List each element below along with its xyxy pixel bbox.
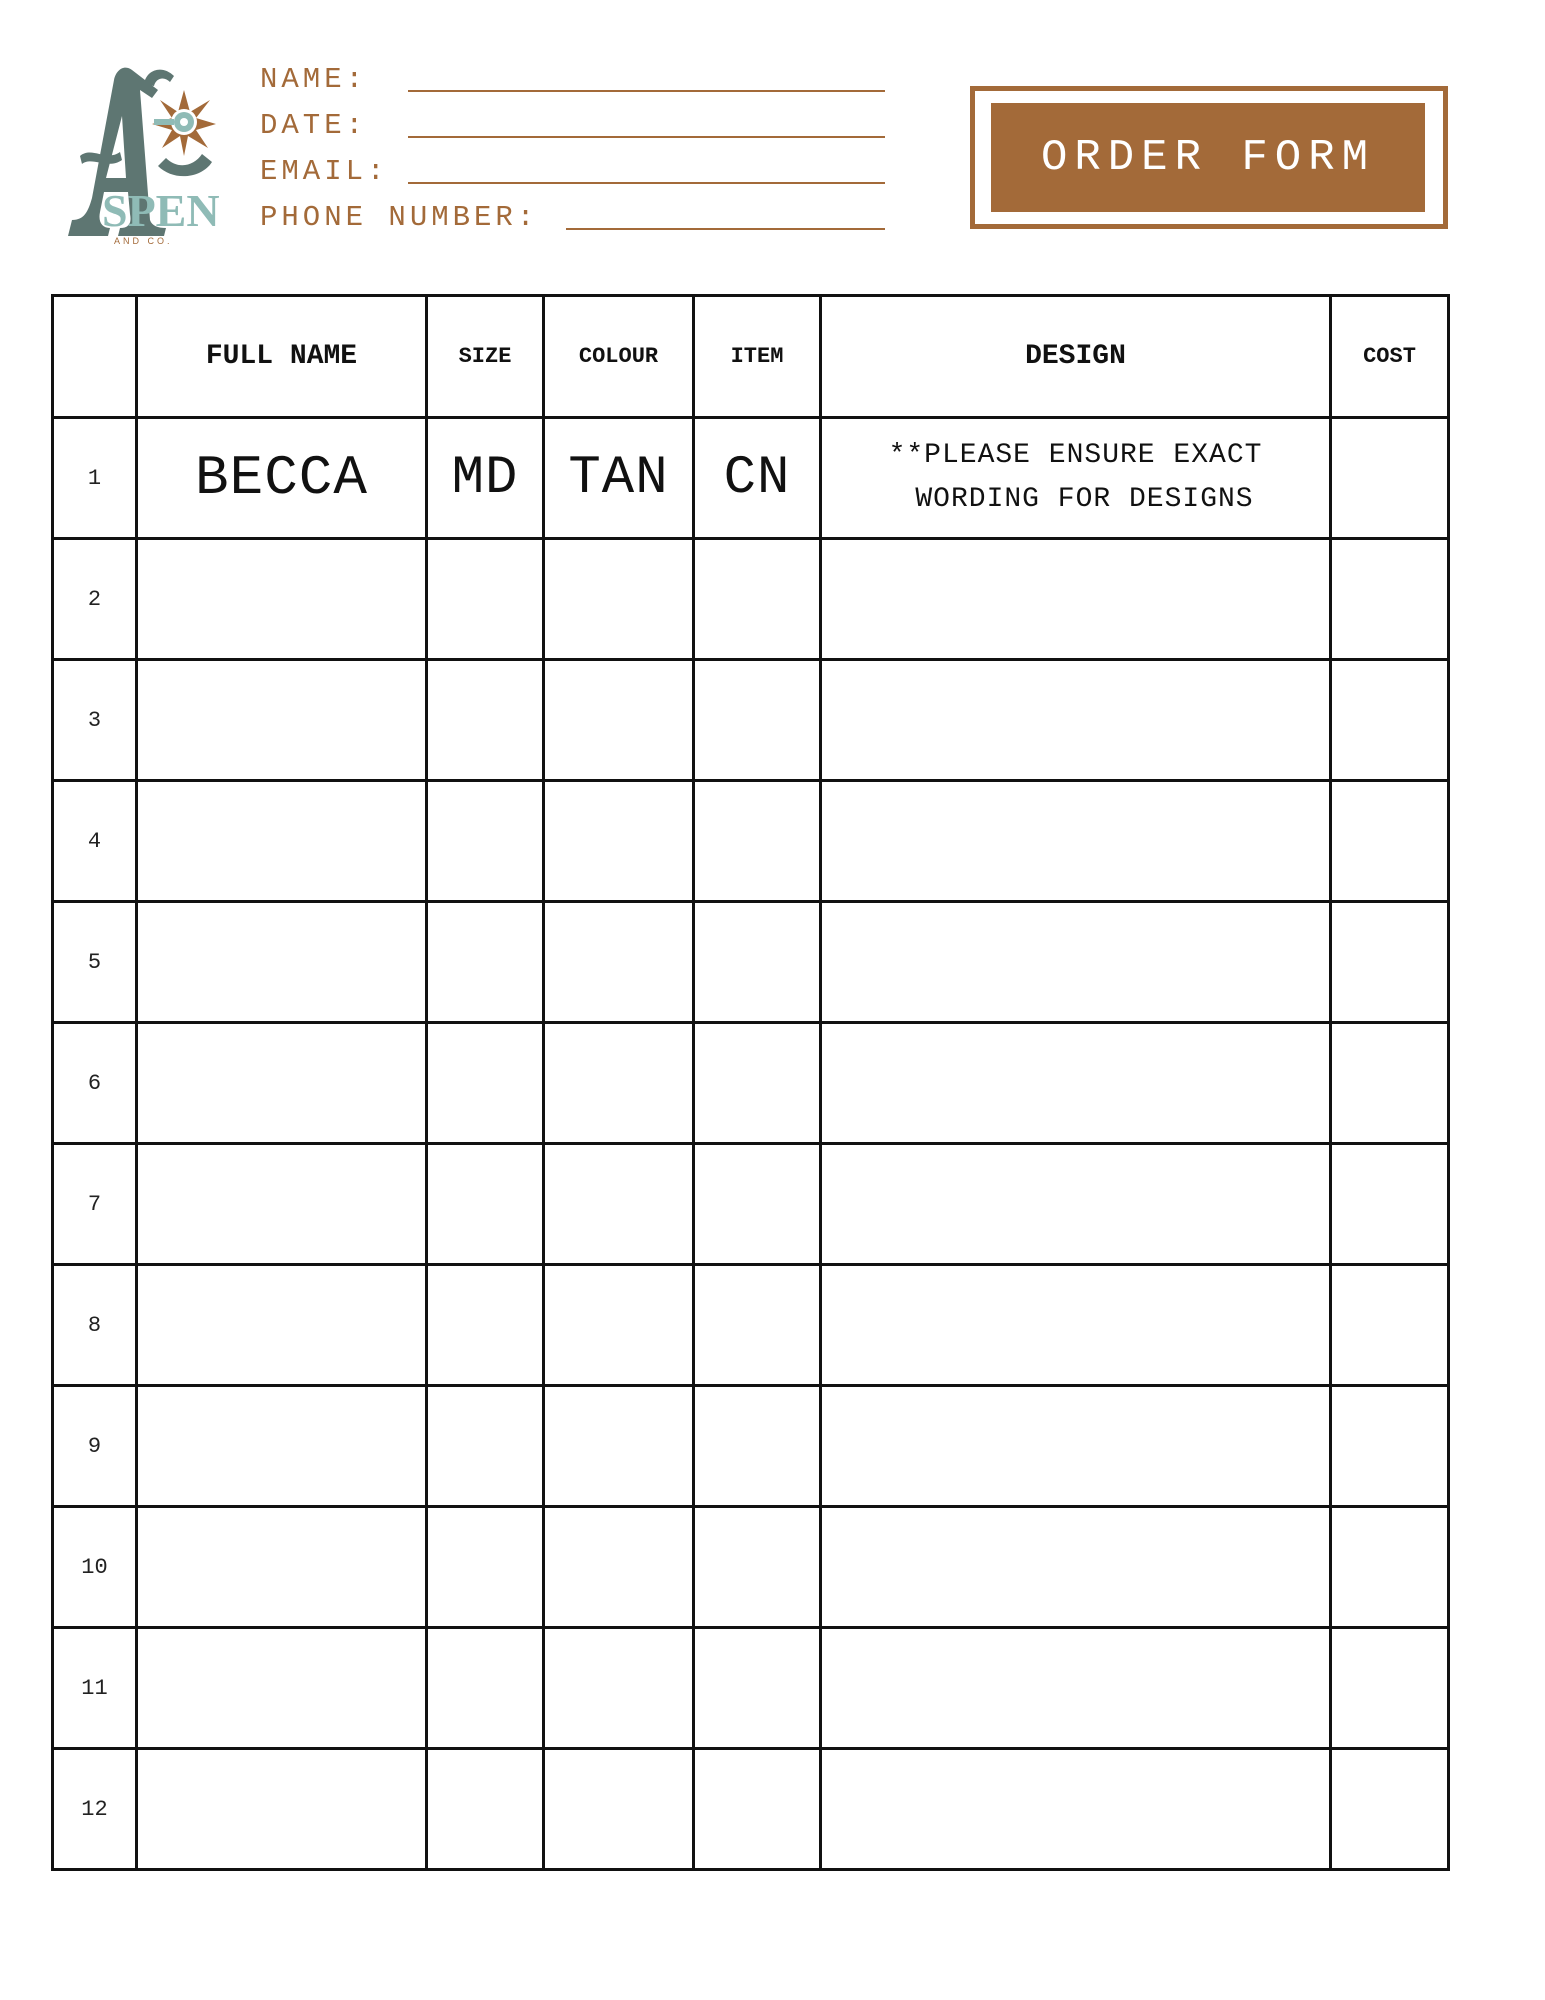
row-number: 1 xyxy=(53,418,137,539)
table-header-row xyxy=(53,296,1449,418)
cost-cell[interactable] xyxy=(1331,781,1449,902)
size-cell[interactable] xyxy=(427,1144,544,1265)
table-row xyxy=(53,1507,1449,1628)
full-name-cell[interactable] xyxy=(137,660,427,781)
cost-cell[interactable] xyxy=(1331,1265,1449,1386)
design-cell[interactable] xyxy=(821,539,1331,660)
svg-text:AND CO.: AND CO. xyxy=(114,236,173,246)
design-cell[interactable] xyxy=(821,902,1331,1023)
size-cell[interactable] xyxy=(427,781,544,902)
table-row xyxy=(53,1265,1449,1386)
order-form-badge xyxy=(970,86,1448,229)
order-form-badge-fill xyxy=(991,103,1425,212)
design-cell[interactable] xyxy=(821,781,1331,902)
item-cell[interactable] xyxy=(694,902,821,1023)
row-number: 8 xyxy=(53,1265,137,1386)
full-name-cell[interactable] xyxy=(137,1386,427,1507)
full-name-cell[interactable] xyxy=(137,539,427,660)
row-number: 9 xyxy=(53,1386,137,1507)
colour-cell[interactable] xyxy=(544,902,694,1023)
email-field[interactable] xyxy=(260,148,900,194)
table-row xyxy=(53,418,1449,539)
design-note-line-1: **PLEASE ENSURE EXACT xyxy=(888,440,1263,471)
row-number: 2 xyxy=(53,539,137,660)
full-name-cell[interactable] xyxy=(137,1749,427,1870)
brand-logo xyxy=(62,50,222,250)
colour-cell[interactable] xyxy=(544,1265,694,1386)
table-row xyxy=(53,660,1449,781)
size-cell[interactable] xyxy=(427,1749,544,1870)
phone-field[interactable] xyxy=(260,194,900,240)
table-row xyxy=(53,1023,1449,1144)
colour-cell[interactable] xyxy=(544,1749,694,1870)
date-field[interactable] xyxy=(260,102,900,148)
cost-cell[interactable] xyxy=(1331,1023,1449,1144)
header-index xyxy=(53,296,137,418)
table-row xyxy=(53,539,1449,660)
full-name-cell[interactable] xyxy=(137,1628,427,1749)
item-cell[interactable] xyxy=(694,1144,821,1265)
colour-cell[interactable] xyxy=(544,1023,694,1144)
cost-cell[interactable] xyxy=(1331,902,1449,1023)
table-row xyxy=(53,902,1449,1023)
full-name-cell[interactable] xyxy=(137,1144,427,1265)
page-title: ORDER FORM xyxy=(1040,132,1376,183)
colour-cell[interactable] xyxy=(544,1144,694,1265)
colour-cell[interactable] xyxy=(544,1386,694,1507)
full-name-cell[interactable] xyxy=(137,902,427,1023)
table-row xyxy=(53,1628,1449,1749)
design-cell[interactable] xyxy=(821,1386,1331,1507)
row-number: 3 xyxy=(53,660,137,781)
cost-cell[interactable] xyxy=(1331,1749,1449,1870)
size-cell[interactable]: MD xyxy=(427,418,544,539)
email-label: EMAIL: xyxy=(260,154,389,188)
full-name-cell[interactable] xyxy=(137,781,427,902)
header-cost: COST xyxy=(1331,296,1449,418)
phone-label: PHONE NUMBER: xyxy=(260,200,539,234)
size-cell[interactable] xyxy=(427,1265,544,1386)
full-name-cell[interactable] xyxy=(137,1023,427,1144)
colour-cell[interactable] xyxy=(544,539,694,660)
size-cell[interactable] xyxy=(427,1023,544,1144)
item-cell[interactable] xyxy=(694,1507,821,1628)
colour-cell[interactable] xyxy=(544,781,694,902)
row-number: 10 xyxy=(53,1507,137,1628)
size-cell[interactable] xyxy=(427,1628,544,1749)
colour-cell[interactable] xyxy=(544,660,694,781)
row-number: 4 xyxy=(53,781,137,902)
phone-line[interactable] xyxy=(566,228,885,230)
item-cell[interactable] xyxy=(694,1749,821,1870)
design-cell[interactable] xyxy=(821,1144,1331,1265)
name-line[interactable] xyxy=(408,90,885,92)
size-cell[interactable] xyxy=(427,902,544,1023)
item-cell[interactable] xyxy=(694,1628,821,1749)
cost-cell[interactable] xyxy=(1331,1507,1449,1628)
header-design: DESIGN xyxy=(821,296,1331,418)
table-row xyxy=(53,1386,1449,1507)
design-cell[interactable] xyxy=(821,1507,1331,1628)
table-row xyxy=(53,1144,1449,1265)
customer-fields xyxy=(260,56,900,240)
size-cell[interactable] xyxy=(427,1507,544,1628)
row-number: 11 xyxy=(53,1628,137,1749)
cost-cell[interactable] xyxy=(1331,1628,1449,1749)
design-cell[interactable] xyxy=(821,660,1331,781)
design-cell[interactable] xyxy=(821,418,1331,539)
date-line[interactable] xyxy=(408,136,885,138)
cost-cell[interactable] xyxy=(1331,539,1449,660)
header-size: SIZE xyxy=(427,296,544,418)
size-cell[interactable] xyxy=(427,539,544,660)
item-cell[interactable]: CN xyxy=(694,418,821,539)
cost-cell[interactable] xyxy=(1331,1144,1449,1265)
header-item: ITEM xyxy=(694,296,821,418)
full-name-cell[interactable] xyxy=(137,1507,427,1628)
item-cell[interactable] xyxy=(694,781,821,902)
size-cell[interactable] xyxy=(427,1386,544,1507)
design-cell[interactable] xyxy=(821,1023,1331,1144)
table-row xyxy=(53,1749,1449,1870)
item-cell[interactable] xyxy=(694,1386,821,1507)
item-cell[interactable] xyxy=(694,660,821,781)
design-cell[interactable] xyxy=(821,1628,1331,1749)
item-cell[interactable] xyxy=(694,1023,821,1144)
email-line[interactable] xyxy=(408,182,885,184)
size-cell[interactable] xyxy=(427,660,544,781)
order-table xyxy=(51,294,1450,1871)
name-field[interactable] xyxy=(260,56,900,102)
full-name-cell[interactable]: BECCA xyxy=(137,418,427,539)
cost-cell[interactable] xyxy=(1331,1386,1449,1507)
full-name-cell[interactable] xyxy=(137,1265,427,1386)
svg-text:SPEN: SPEN xyxy=(102,185,220,236)
row-number: 5 xyxy=(53,902,137,1023)
item-cell[interactable] xyxy=(694,539,821,660)
colour-cell[interactable] xyxy=(544,1507,694,1628)
colour-cell[interactable]: TAN xyxy=(544,418,694,539)
item-cell[interactable] xyxy=(694,1265,821,1386)
cost-cell[interactable] xyxy=(1331,418,1449,539)
design-cell[interactable] xyxy=(821,1749,1331,1870)
row-number: 7 xyxy=(53,1144,137,1265)
cost-cell[interactable] xyxy=(1331,660,1449,781)
header-full-name: FULL NAME xyxy=(137,296,427,418)
name-label: NAME: xyxy=(260,62,368,96)
row-number: 6 xyxy=(53,1023,137,1144)
design-note-line-2: WORDING FOR DESIGNS xyxy=(915,484,1254,515)
table-row xyxy=(53,781,1449,902)
row-number: 12 xyxy=(53,1749,137,1870)
aspen-logo-icon xyxy=(62,50,222,250)
date-label: DATE: xyxy=(260,108,368,142)
header-colour: COLOUR xyxy=(544,296,694,418)
colour-cell[interactable] xyxy=(544,1628,694,1749)
design-cell[interactable] xyxy=(821,1265,1331,1386)
